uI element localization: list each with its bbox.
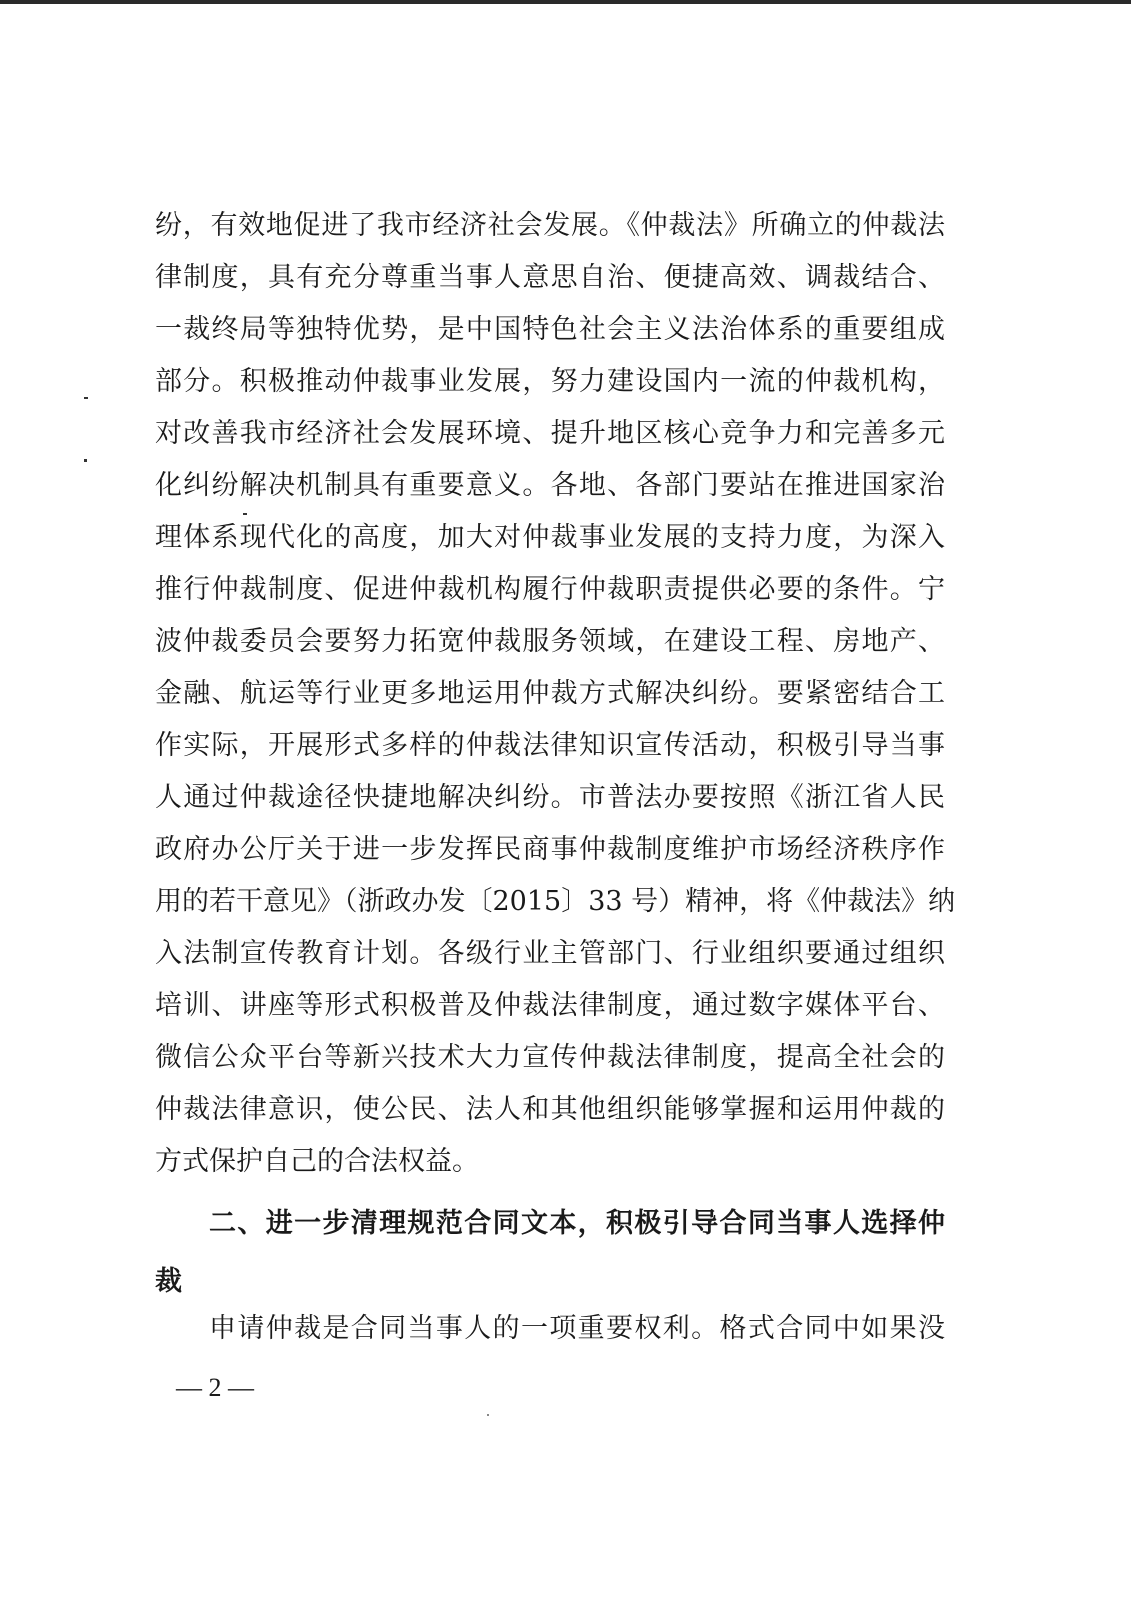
body-line: 方式保护自己的合法权益。 xyxy=(155,1146,479,1177)
body-line: 作实际，开展形式多样的仲裁法律知识宣传活动，积极引导当事 xyxy=(155,730,945,761)
margin-speck xyxy=(84,459,87,462)
body-line: 政府办公厅关于进一步发挥民商事仲裁制度维护市场经济秩序作 xyxy=(155,834,945,865)
next-paragraph xyxy=(155,1303,945,1355)
body-line: 微信公众平台等新兴技术大力宣传仲裁法律制度，提高全社会的 xyxy=(155,1042,945,1073)
body-line: 入法制宣传教育计划。各级行业主管部门、行业组织要通过组织 xyxy=(155,938,945,969)
body-line: 对改善我市经济社会发展环境、提升地区核心竞争力和完善多元 xyxy=(155,418,945,449)
margin-speck xyxy=(84,397,88,399)
next-paragraph-line: 申请仲裁是合同当事人的一项重要权利。格式合同中如果没 xyxy=(209,1313,945,1344)
body-paragraph xyxy=(155,200,956,1188)
body-line: 一裁终局等独特优势，是中国特色社会主义法治体系的重要组成 xyxy=(155,314,945,345)
body-line: 用的若干意见》（浙政办发〔2015〕33 号）精神，将《仲裁法》纳 xyxy=(155,886,956,917)
page-number: — 2 — xyxy=(176,1373,254,1402)
section-heading-line: 二、进一步清理规范合同文本，积极引导合同当事人选择仲 xyxy=(209,1208,945,1239)
body-line: 仲裁法律意识，使公民、法人和其他组织能够掌握和运用仲裁的 xyxy=(155,1094,945,1125)
body-line: 培训、讲座等形式积极普及仲裁法律制度，通过数字媒体平台、 xyxy=(155,990,945,1021)
body-line: 人通过仲裁途径快捷地解决纠纷。市普法办要按照《浙江省人民 xyxy=(155,782,945,813)
scan-speck xyxy=(487,1414,489,1416)
body-line: 推行仲裁制度、促进仲裁机构履行仲裁职责提供必要的条件。宁 xyxy=(155,574,945,605)
body-line: 化纠纷解决机制具有重要意义。各地、各部门要站在推进国家治 xyxy=(155,470,945,501)
body-line: 律制度，具有充分尊重当事人意思自治、便捷高效、调裁结合、 xyxy=(155,262,945,293)
page-top-border xyxy=(0,0,1131,4)
body-line: 理体系现代化的高度，加大对仲裁事业发展的支持力度，为深入 xyxy=(155,522,945,553)
body-line: 金融、航运等行业更多地运用仲裁方式解决纠纷。要紧密结合工 xyxy=(155,678,945,709)
body-line: 纷，有效地促进了我市经济社会发展。《仲裁法》所确立的仲裁法 xyxy=(155,210,945,241)
body-line: 波仲裁委员会要努力拓宽仲裁服务领域，在建设工程、房地产、 xyxy=(155,626,945,657)
body-line: 部分。积极推动仲裁事业发展，努力建设国内一流的仲裁机构， xyxy=(155,366,945,397)
section-heading-line: 裁 xyxy=(155,1266,182,1297)
section-heading xyxy=(155,1195,945,1311)
